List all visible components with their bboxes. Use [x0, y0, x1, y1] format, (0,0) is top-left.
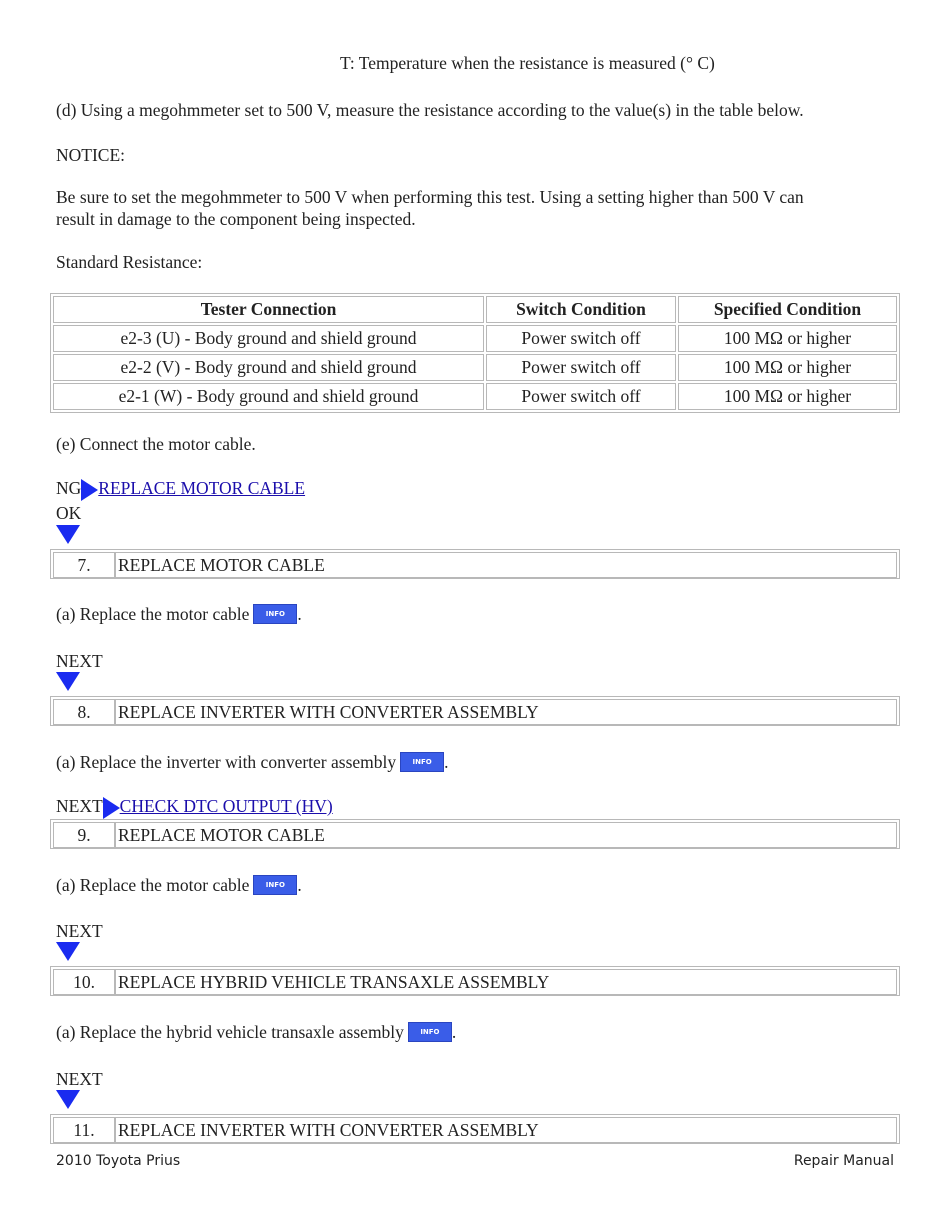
step-number: 7. — [53, 552, 115, 578]
table-cell: 100 MΩ or higher — [678, 354, 897, 381]
table-cell: 100 MΩ or higher — [678, 383, 897, 410]
step-number: 10. — [53, 969, 115, 995]
table-row — [53, 383, 897, 410]
notice-text-line-1: Be sure to set the megohmmeter to 500 V when performing this test. Using a setting higher than 500 V can — [56, 187, 804, 207]
step-8-action: (a) Replace the inverter with converter assembly INFO . — [56, 752, 449, 772]
ng-label: NG — [56, 478, 82, 498]
next-label: NEXT — [56, 921, 103, 941]
notice-text-line-2: result in damage to the component being inspected. — [56, 209, 416, 229]
footer-left: 2010 Toyota Prius — [56, 1153, 181, 1169]
step-e-text: (e) Connect the motor cable. — [56, 434, 256, 454]
action-text: (a) Replace the motor cable — [56, 875, 250, 895]
arrow-down-icon — [56, 942, 80, 961]
column-header: Specified Condition — [678, 296, 897, 323]
step-title: REPLACE INVERTER WITH CONVERTER ASSEMBLY — [115, 1117, 897, 1143]
arrow-down-icon — [56, 1090, 80, 1109]
temperature-note: T: Temperature when the resistance is measured (° C) — [340, 53, 715, 73]
info-button[interactable]: INFO — [408, 1022, 452, 1042]
step-title: REPLACE MOTOR CABLE — [115, 552, 897, 578]
next-row — [56, 796, 333, 819]
arrow-down-icon — [56, 525, 80, 544]
table-cell: e2-2 (V) - Body ground and shield ground — [53, 354, 484, 381]
step-7-action: (a) Replace the motor cable INFO . — [56, 604, 302, 624]
action-text: (a) Replace the hybrid vehicle transaxle assembly — [56, 1022, 404, 1042]
table-header-row — [53, 296, 897, 323]
table-cell: e2-3 (U) - Body ground and shield ground — [53, 325, 484, 352]
action-text: (a) Replace the inverter with converter assembly — [56, 752, 397, 772]
step-title: REPLACE INVERTER WITH CONVERTER ASSEMBLY — [115, 699, 897, 725]
action-text: (a) Replace the motor cable — [56, 604, 250, 624]
step-title: REPLACE HYBRID VEHICLE TRANSAXLE ASSEMBLY — [115, 969, 897, 995]
step-9-header — [50, 819, 900, 849]
column-header: Tester Connection — [53, 296, 484, 323]
ng-row — [56, 478, 305, 501]
table-row — [53, 354, 897, 381]
step-7-header — [50, 549, 900, 579]
arrow-right-icon — [81, 479, 98, 501]
step-number: 9. — [53, 822, 115, 848]
column-header: Switch Condition — [486, 296, 676, 323]
step-11-header — [50, 1114, 900, 1144]
arrow-down-icon — [56, 672, 80, 691]
table-cell: Power switch off — [486, 325, 676, 352]
check-dtc-output-link[interactable]: CHECK DTC OUTPUT (HV) — [119, 796, 333, 816]
info-button[interactable]: INFO — [400, 752, 444, 772]
step-number: 11. — [53, 1117, 115, 1143]
replace-motor-cable-link[interactable]: REPLACE MOTOR CABLE — [98, 478, 306, 498]
table-cell: e2-1 (W) - Body ground and shield ground — [53, 383, 484, 410]
arrow-right-icon — [103, 797, 120, 819]
table-cell: Power switch off — [486, 383, 676, 410]
next-label: NEXT — [56, 651, 103, 671]
notice-label: NOTICE: — [56, 145, 126, 165]
table-cell: Power switch off — [486, 354, 676, 381]
table-row — [53, 325, 897, 352]
table-cell: 100 MΩ or higher — [678, 325, 897, 352]
resistance-table — [50, 293, 900, 413]
step-9-action: (a) Replace the motor cable INFO . — [56, 875, 302, 895]
step-d-text: (d) Using a megohmmeter set to 500 V, measure the resistance according to the value(s) in the table below. — [56, 100, 804, 120]
next-label: NEXT — [56, 1069, 103, 1089]
step-10-header — [50, 966, 900, 996]
info-button[interactable]: INFO — [253, 604, 297, 624]
step-10-action: (a) Replace the hybrid vehicle transaxle assembly INFO . — [56, 1022, 457, 1042]
step-number: 8. — [53, 699, 115, 725]
next-label: NEXT — [56, 796, 103, 816]
step-title: REPLACE MOTOR CABLE — [115, 822, 897, 848]
step-8-header — [50, 696, 900, 726]
standard-resistance-label: Standard Resistance: — [56, 252, 203, 272]
info-button[interactable]: INFO — [253, 875, 297, 895]
footer-right: Repair Manual — [793, 1153, 894, 1169]
ok-label: OK — [56, 503, 82, 523]
